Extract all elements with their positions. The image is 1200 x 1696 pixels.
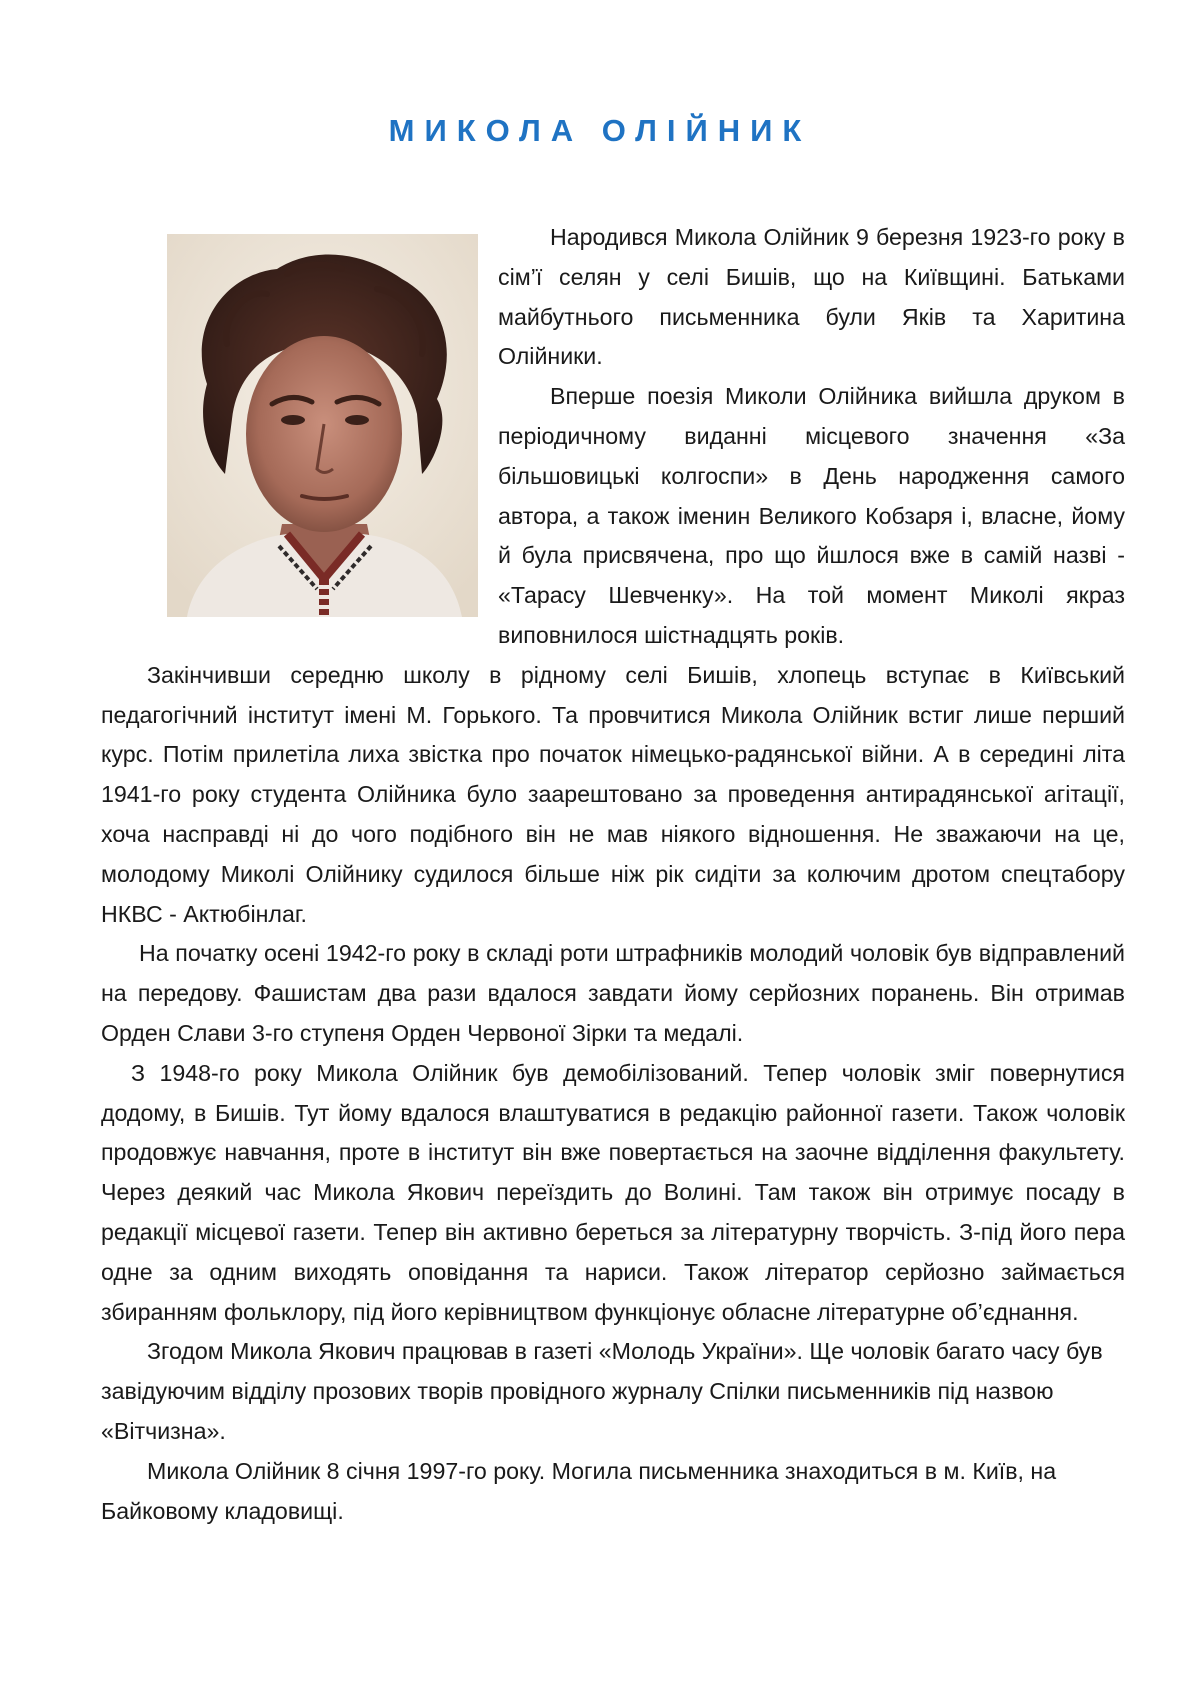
paragraph-education-arrest: Закінчивши середню школу в рідному селі Бишів, хлопець вступає в Київський педагогічний інститут імені М. Горького. Та провчитися Микола Олійник встиг лише перший курс. Потім прилетіла лиха звістка про початок німецько-радянської війни. А в середині літа 1941-го року студента Олійника було заарештовано за проведення антирадянської агітації, хоча насправді ні до чого подібного він не мав ніякого відношення. Не зважаючи на це, молодому Миколі Олійнику судилося більше ніж рік сидіти за колючим дротом спецтабору НКВС - Актюбінлаг. xyxy=(101,661,1125,927)
page-title: МИКОЛА ОЛІЙНИК xyxy=(388,113,812,148)
paragraph-death: Микола Олійник 8 січня 1997-го року. Могила письменника знаходиться в м. Київ, на Байковому кладовищі. xyxy=(101,1457,1057,1524)
paragraph-postwar: З 1948-го року Микола Олійник був демобілізований. Тепер чоловік зміг повернутися додому, в Бишів. Тут йому вдалося влаштуватися в редакцію районної газети. Також чоловік продовжує навчання, проте в інститут він вже повертається на заочне відділення факультету. Через деякий час Микола Якович переїздить до Волині. Там також він отримує посаду в редакції місцевої газети. Тепер він активно береться за літературну творчість. З-під його пера одне за одним виходять оповідання та нариси. Також літератор серйозно займається збиранням фольклору, під його керівництвом функціонує обласне літературне об’єднання. xyxy=(101,1059,1125,1325)
portrait-image xyxy=(167,234,478,617)
paragraph-birth: Народився Микола Олійник 9 березня 1923-го року в сім’ї селян у селі Бишів, що на Київщині. Батьками майбутнього письменника були Яків та Харитина Олійники. xyxy=(498,224,1125,370)
document-body xyxy=(101,218,1125,1531)
author-portrait xyxy=(167,234,478,617)
paragraph-war: На початку осені 1942-го року в складі роти штрафників молодий чоловік був відправлений на передову. Фашистам два рази вдалося завдати йому серйозних поранень. Він отримав Орден Слави 3-го ступеня Орден Червоної Зірки та медалі. xyxy=(101,940,1125,1046)
paragraph-first-poem: Вперше поезія Миколи Олійника вийшла друком в періодичному виданні місцевого значення «За більшовицькі колгоспи» в День народження самого автора, а також іменин Великого Кобзаря і, власне, йому й була присвячена, про що йшлося вже в самій назві - «Тарасу Шевченку». На той момент Миколі якраз виповнилося шістнадцять років. xyxy=(498,383,1125,648)
paragraph-journal-work: Згодом Микола Якович працював в газеті «Молодь України». Ще чоловік багато часу був завідуючим відділу прозових творів провідного журналу Спілки письменників під назвою «Вітчизна». xyxy=(101,1338,1103,1444)
